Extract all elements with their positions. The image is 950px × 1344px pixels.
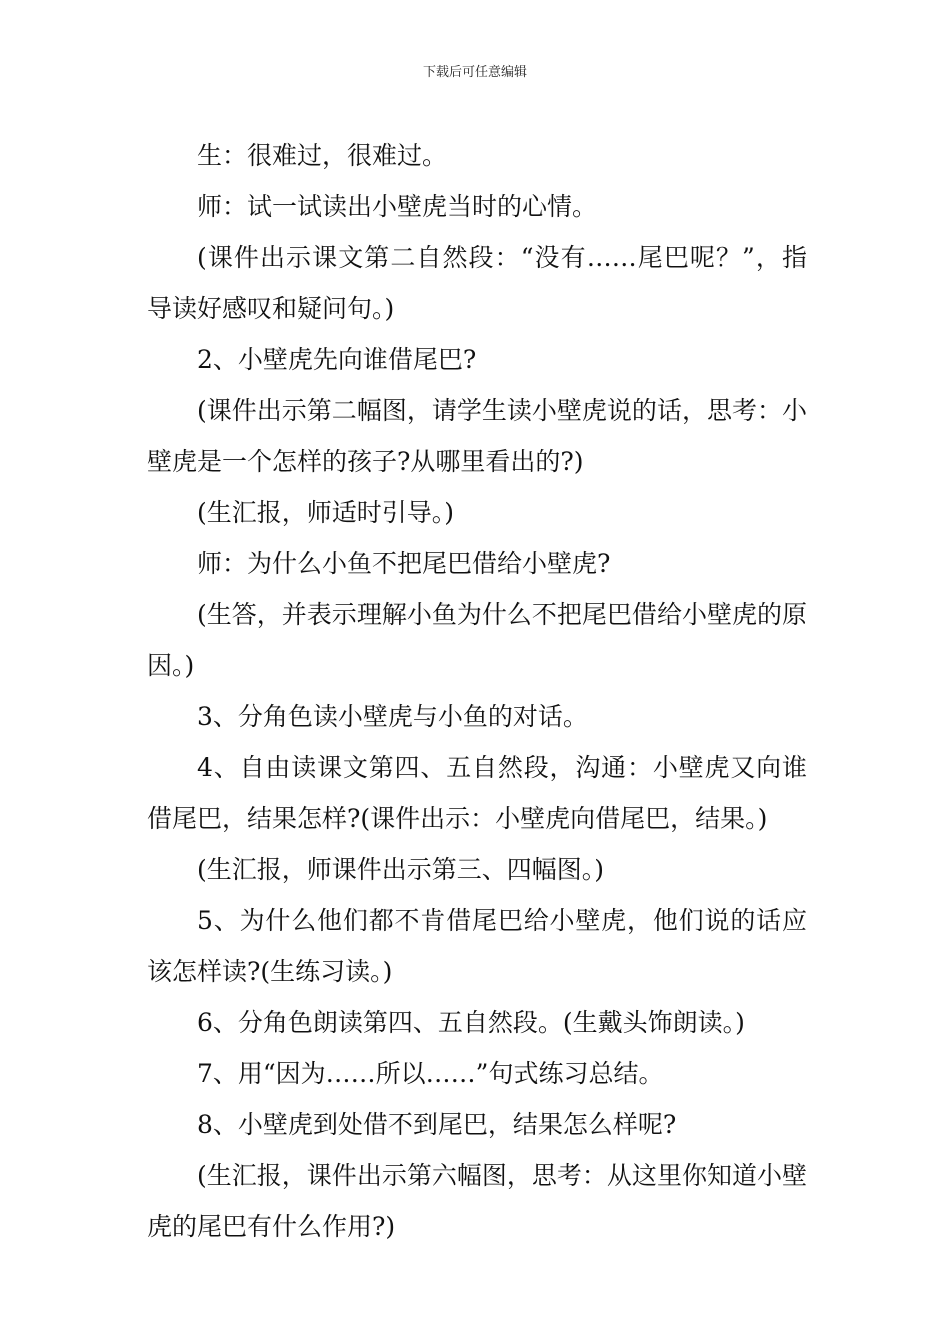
paragraph: (课件出示课文第二自然段：“没有……尾巴呢？”，指导读好感叹和疑问句。): [147, 243, 807, 323]
paragraph: 6、分角色朗读第四、五自然段。(生戴头饰朗读。): [197, 1008, 745, 1037]
paragraph: 师：为什么小鱼不把尾巴借给小壁虎?: [197, 549, 611, 578]
paragraph: 5、为什么他们都不肯借尾巴给小壁虎，他们说的话应该怎样读?(生练习读。): [147, 906, 807, 986]
page-header: 下载后可任意编辑: [422, 65, 527, 80]
paragraph: 8、小壁虎到处借不到尾巴，结果怎么样呢?: [197, 1110, 677, 1139]
paragraph: 3、分角色读小壁虎与小鱼的对话。: [197, 702, 588, 731]
paragraph: 4、自由读课文第四、五自然段，沟通：小壁虎又向谁借尾巴，结果怎样?(课件出示：小壁虎向借尾巴，结果。): [147, 753, 807, 833]
paragraph: (生汇报，师课件出示第三、四幅图。): [197, 855, 605, 884]
paragraph: (课件出示第二幅图，请学生读小壁虎说的话，思考：小壁虎是一个怎样的孩子?从哪里看出的?): [147, 396, 807, 476]
paragraph: 2、小壁虎先向谁借尾巴?: [197, 345, 477, 374]
document-body: [147, 130, 807, 1252]
paragraph: (生汇报，师适时引导。): [197, 498, 455, 527]
paragraph: (生答，并表示理解小鱼为什么不把尾巴借给小壁虎的原因。): [147, 600, 807, 680]
paragraph: (生汇报，课件出示第六幅图，思考：从这里你知道小壁虎的尾巴有什么作用?): [147, 1161, 807, 1241]
paragraph: 师：试一试读出小壁虎当时的心情。: [197, 192, 598, 221]
paragraph: 7、用“因为……所以……”句式练习总结。: [197, 1059, 664, 1088]
paragraph: 生：很难过，很难过。: [197, 141, 448, 170]
